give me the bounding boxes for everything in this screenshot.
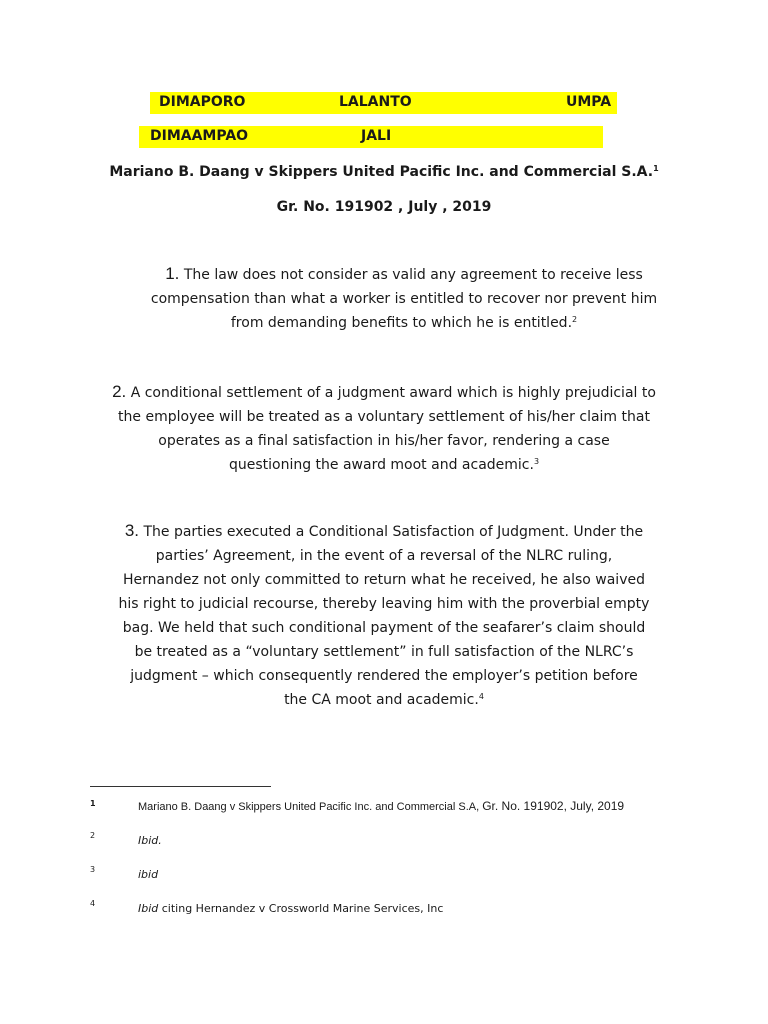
footnote-4-text: citing Hernandez v Crossworld Marine Services, Inc: [158, 902, 444, 915]
line: the employee will be treated as a voluntary settlement of his/her claim that: [118, 409, 650, 425]
holding-2: [104, 380, 664, 477]
line: compensation than what a worker is entitled to recover nor prevent him: [150, 291, 658, 307]
line: A conditional settlement of a judgment award which is highly prejudicial to: [130, 385, 656, 401]
gr-number-line: Gr. No. 191902 , July , 2019: [276, 199, 492, 215]
footnote-2-text: Ibid.: [138, 834, 162, 847]
author-row-2: [139, 126, 603, 148]
footnote-ref-4: 4: [478, 692, 484, 701]
case-title-text: Mariano B. Daang v Skippers United Pacific Inc. and Commercial S.A.: [109, 164, 654, 180]
line: judgment – which consequently rendered the employer’s petition before: [130, 668, 638, 684]
author-umpa: UMPA: [566, 94, 612, 110]
footnote-separator: [90, 786, 271, 787]
author-jali: JALI: [361, 128, 392, 144]
footnote-ref-1: 1: [653, 164, 659, 173]
author-dimaporo: DIMAPORO: [159, 94, 246, 110]
line: the CA moot and academic.: [284, 692, 479, 708]
line: from demanding benefits to which he is entitled.: [230, 315, 573, 331]
line: questioning the award moot and academic.: [228, 457, 534, 473]
line: operates as a final satisfaction in his/her favor, rendering a case: [158, 433, 610, 449]
item-number-3: 3.: [124, 521, 140, 540]
author-lalanto: LALANTO: [339, 94, 412, 110]
footnote-ref-2: 2: [572, 315, 578, 324]
line: bag. We held that such conditional payment of the seafarer’s claim should: [122, 620, 646, 636]
footnote-3-text: ibid: [138, 868, 159, 881]
item-number-2: 2.: [112, 382, 127, 401]
holding-1: [134, 262, 674, 335]
footnote-1-citation: Gr. No. 191902, July, 2019: [482, 799, 625, 813]
footnote-mark-3: 3: [90, 865, 96, 874]
line: his right to judicial recourse, thereby leaving him with the proverbial empty: [118, 596, 650, 612]
footnote-mark-1: 1: [90, 799, 96, 808]
item-number-1: 1.: [165, 264, 180, 283]
author-dimaampao: DIMAAMPAO: [150, 128, 249, 144]
footnote-4-ibid: Ibid: [138, 902, 159, 915]
footnote-mark-2: 2: [90, 831, 96, 840]
author-row-1: [150, 92, 617, 114]
line: be treated as a “voluntary settlement” in full satisfaction of the NLRC’s: [134, 644, 634, 660]
holding-3: [104, 519, 664, 712]
line: Hernandez not only committed to return what he received, he also waived: [123, 572, 645, 588]
line: The law does not consider as valid any agreement to receive less: [183, 267, 643, 283]
footnote-mark-4: 4: [90, 899, 96, 908]
case-title: [0, 164, 768, 180]
footnote-ref-3: 3: [533, 457, 540, 466]
line: parties’ Agreement, in the event of a reversal of the NLRC ruling,: [155, 548, 613, 564]
footnote-1-text: Mariano B. Daang v Skippers United Pacific Inc. and Commercial S.A,: [138, 801, 483, 813]
line: The parties executed a Conditional Satisfaction of Judgment. Under the: [143, 524, 644, 540]
